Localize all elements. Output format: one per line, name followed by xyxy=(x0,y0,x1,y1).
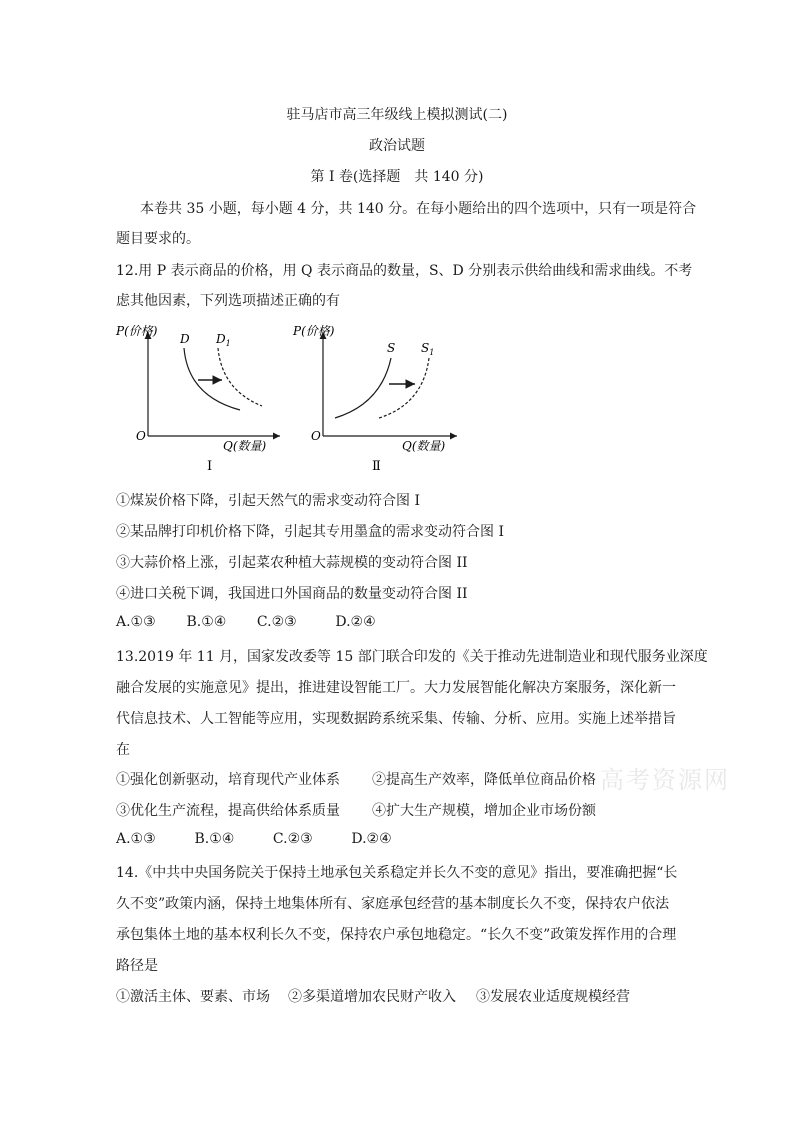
graph-1 xyxy=(110,318,290,478)
graph-1-origin: O xyxy=(136,429,146,443)
q12-item-4: ④进口关税下调，我国进口外国商品的数量变动符合图 II xyxy=(116,586,468,602)
graph-1-x-label: Q(数量) xyxy=(223,439,267,453)
graph-1-shifted-label: $D_1$ xyxy=(216,332,231,348)
graph-2-curve-label: S xyxy=(387,341,396,355)
q13-option-d[interactable]: D.②④ xyxy=(351,831,392,847)
graph-2-y-label: P(价格) xyxy=(293,324,335,338)
instructions-line-2: 题目要求的。 xyxy=(116,231,200,247)
graph-2-shifted-label: $S_1$ xyxy=(421,341,435,357)
q14-stem-line-2: 久不变”政策内涵，保持土地集体所有、家庭承包经营的基本制度长久不变，保持农户依法 xyxy=(116,896,670,912)
q13-stem-line-3: 代信息技术、人工智能等应用，实现数据跨系统采集、传输、分析、应用。实施上述举措旨 xyxy=(116,711,676,727)
q14-stem-line-4: 路径是 xyxy=(116,958,158,974)
graph-2 xyxy=(285,318,465,478)
q12-option-a[interactable]: A.①③ xyxy=(116,614,156,630)
q12-stem-line-1: 12.用 P 表示商品的价格，用 Q 表示商品的数量，S、D 分别表示供给曲线和需求曲线。不考 xyxy=(116,263,693,279)
q13-option-a[interactable]: A.①③ xyxy=(116,831,156,847)
graph-2-origin: O xyxy=(311,429,321,443)
exam-title: 驻马店市高三年级线上模拟测试(二) xyxy=(286,107,508,123)
graph-2-curve-s1 xyxy=(379,358,429,418)
q12-option-d[interactable]: D.②④ xyxy=(335,614,376,630)
q13-item-4: ④扩大生产规模，增加企业市场份额 xyxy=(372,803,596,819)
graph-1-curve-label: D xyxy=(180,332,190,346)
q13-item-2: ②提高生产效率，降低单位商品价格 xyxy=(372,772,596,788)
graph-2-caption: Ⅱ xyxy=(372,459,381,474)
subject-title: 政治试题 xyxy=(369,138,425,154)
q13-item-3: ③优化生产流程，提高供给体系质量 xyxy=(116,803,340,819)
q13-stem-line-4: 在 xyxy=(116,742,130,758)
graph-1-caption: Ⅰ xyxy=(207,459,213,474)
watermark: 高考资源网 xyxy=(600,766,730,794)
q12-item-2: ②某品牌打印机价格下降，引起其专用墨盒的需求变动符合图 I xyxy=(116,524,504,540)
graph-1-curve-d xyxy=(184,348,240,410)
graph-1-curve-d1 xyxy=(218,348,262,406)
q14-stem-line-3: 承包集体土地的基本权利长久不变，保持农户承包地稳定。“长久不变”政策发挥作用的合理 xyxy=(116,927,677,943)
q14-item-2: ②多渠道增加农民财产收入 xyxy=(288,989,456,1005)
q13-options xyxy=(116,831,392,847)
q14-stem-line-1: 14.《中共中央国务院关于保持土地承包关系稳定并长久不变的意见》指出，要准确把握“长 xyxy=(116,865,678,881)
q12-item-3: ③大蒜价格上涨，引起菜农种植大蒜规模的变动符合图 II xyxy=(116,555,468,571)
section-title: 第 I 卷(选择题 共 140 分) xyxy=(310,169,484,185)
q12-option-b[interactable]: B.①④ xyxy=(186,614,227,630)
instructions-line-1: 本卷共 35 小题，每小题 4 分，共 140 分。在每小题给出的四个选项中，只有一项是符合 xyxy=(140,201,697,217)
q12-item-1: ①煤炭价格下降，引起天然气的需求变动符合图 I xyxy=(116,493,420,509)
q14-item-3: ③发展农业适度规模经营 xyxy=(476,989,630,1005)
q12-options xyxy=(116,614,376,630)
q13-stem-line-1: 13.2019 年 11 月，国家发改委等 15 部门联合印发的《关于推动先进制造业和现代服务业深度 xyxy=(116,649,708,665)
q12-stem-line-2: 虑其他因素，下列选项描述正确的有 xyxy=(116,293,340,309)
q12-option-c[interactable]: C.②③ xyxy=(256,614,297,630)
graph-2-x-label: Q(数量) xyxy=(402,439,446,453)
q13-item-1: ①强化创新驱动，培育现代产业体系 xyxy=(116,772,340,788)
q14-item-1: ①激活主体、要素、市场 xyxy=(116,989,270,1005)
graph-2-curve-s xyxy=(335,358,391,418)
q13-option-b[interactable]: B.①④ xyxy=(194,831,235,847)
q13-stem-line-2: 融合发展的实施意见》提出，推进建设智能工厂。大力发展智能化解决方案服务，深化新一 xyxy=(116,680,676,696)
graph-1-y-label: P(价格) xyxy=(116,324,158,338)
q13-option-c[interactable]: C.②③ xyxy=(272,831,313,847)
